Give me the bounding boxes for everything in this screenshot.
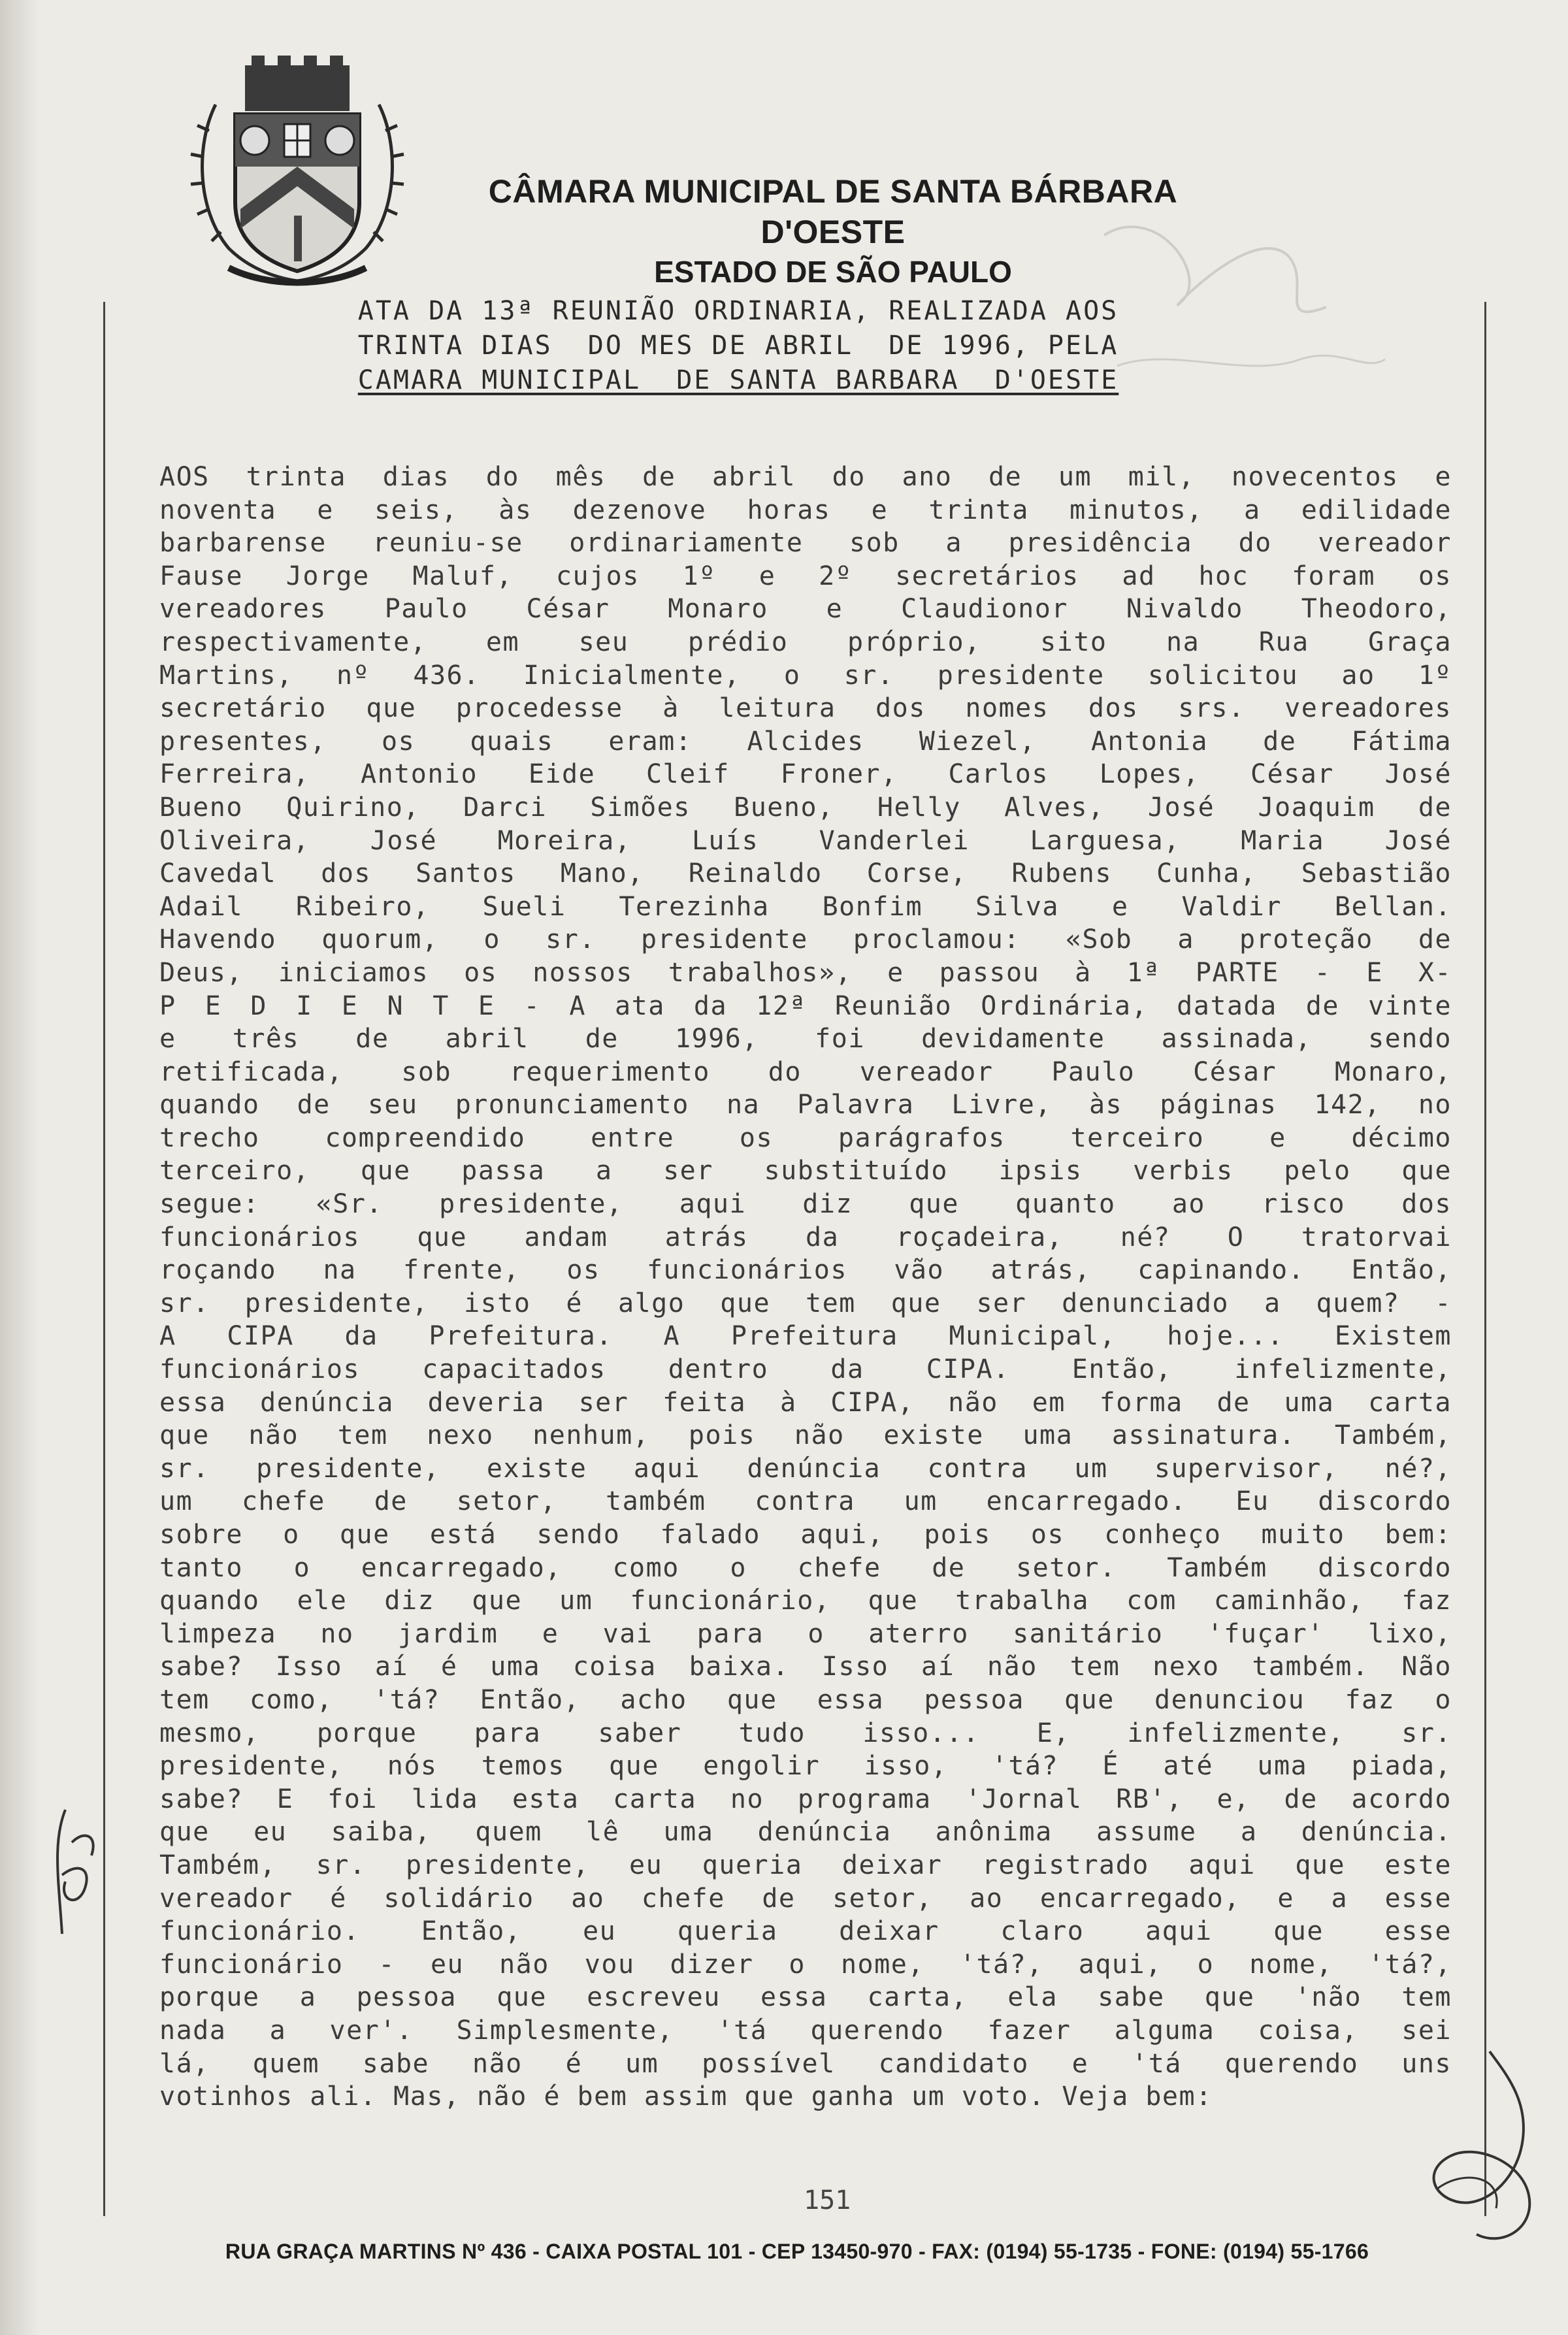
page-number: 151 <box>804 2185 851 2215</box>
body-line: um chefe de setor, também contra um encarregado. Eu discordo <box>159 1486 1452 1517</box>
body-line: respectivamente, em seu prédio próprio, sito na Rua Graça <box>159 627 1452 657</box>
body-line: sr. presidente, existe aqui denúncia contra um supervisor, né?, <box>159 1453 1452 1484</box>
body-line: e três de abril de 1996, foi devidamente assinada, sendo <box>159 1024 1452 1054</box>
body-line: mesmo, porque para saber tudo isso... E, infelizmente, sr. <box>159 1718 1452 1748</box>
body-line: que eu saiba, quem lê uma denúncia anônima assume a denúncia. <box>159 1817 1452 1848</box>
body-line: sabe? E foi lida esta carta no programa 'Jornal RB', e, de acordo <box>159 1784 1452 1814</box>
body-line: Cavedal dos Santos Mano, Reinaldo Corse, Rubens Cunha, Sebastião <box>159 858 1452 889</box>
letterhead <box>418 171 1248 291</box>
body-line: terceiro, que passa a ser substituído ipsis verbis pelo que <box>159 1156 1452 1186</box>
body-line: Havendo quorum, o sr. presidente proclamou: «Sob a proteção de <box>159 924 1452 955</box>
body-line: tem como, 'tá? Então, acho que essa pessoa que denunciou faz o <box>159 1684 1452 1715</box>
municipal-coat-of-arms <box>189 52 405 294</box>
body-line: lá, quem sabe não é um possível candidato e 'tá querendo uns <box>159 2048 1452 2079</box>
body-line: AOS trinta dias do mês de abril do ano de um mil, novecentos e <box>159 462 1452 492</box>
body-line: votinhos ali. Mas, não é bem assim que ganha um voto. Veja bem: <box>159 2082 1213 2112</box>
body-line: Oliveira, José Moreira, Luís Vanderlei Larguesa, Maria José <box>159 825 1452 856</box>
body-line: quando ele diz que um funcionário, que trabalha com caminhão, faz <box>159 1586 1452 1616</box>
body-line: vereador é solidário ao chefe de setor, ao encarregado, e a esse <box>159 1883 1452 1914</box>
body-line: quando de seu pronunciamento na Palavra Livre, às páginas 142, no <box>159 1090 1452 1120</box>
minutes-body <box>159 461 1452 2114</box>
body-line: barbarense reuniu-se ordinariamente sob a presidência do vereador <box>159 528 1452 559</box>
body-line: Fause Jorge Maluf, cujos 1º e 2º secretários ad hoc foram os <box>159 561 1452 591</box>
body-line: presentes, os quais eram: Alcides Wiezel, Antonia de Fátima <box>159 726 1452 757</box>
body-line: sabe? Isso aí é uma coisa baixa. Isso aí não tem nexo também. Não <box>159 1652 1452 1682</box>
body-line: que não tem nexo nenhum, pois não existe uma assinatura. Também, <box>159 1420 1452 1451</box>
body-line: funcionário. Então, eu queria deixar claro aqui que esse <box>159 1916 1452 1947</box>
body-line: tanto o encarregado, como o chefe de setor. Também discordo <box>159 1552 1452 1583</box>
body-line: nada a ver'. Simplesmente, 'tá querendo fazer alguma coisa, sei <box>159 2015 1452 2046</box>
body-line: retificada, sob requerimento do vereador Paulo César Monaro, <box>159 1056 1452 1087</box>
margin-initials-signature <box>46 1803 105 1960</box>
body-line: funcionário - eu não vou dizer o nome, 'tá?, aqui, o nome, 'tá?, <box>159 1949 1452 1980</box>
body-line: Martins, nº 436. Inicialmente, o sr. presidente solicitou ao 1º <box>159 660 1452 691</box>
state-name: ESTADO DE SÃO PAULO <box>654 255 1012 289</box>
body-line: funcionários capacitados dentro da CIPA. Então, infelizmente, <box>159 1354 1452 1385</box>
body-line: funcionários que andam atrás da roçadeira, né? O tratorvai <box>159 1222 1452 1252</box>
footer-address: RUA GRAÇA MARTINS Nº 436 - CAIXA POSTAL 101 - CEP 13450-970 - FAX: (0194) 55-1735 - FONE: (0194) 55-1766 <box>225 2240 1369 2263</box>
body-line: vereadores Paulo César Monaro e Claudionor Nivaldo Theodoro, <box>159 594 1452 625</box>
bottom-signature <box>1411 2038 1555 2254</box>
body-line: presidente, nós temos que engolir isso, 'tá? É até uma piada, <box>159 1751 1452 1782</box>
body-line: trecho compreendido entre os parágrafos terceiro e décimo <box>159 1122 1452 1153</box>
body-line: Ferreira, Antonio Eide Cleif Froner, Carlos Lopes, César José <box>159 759 1452 790</box>
page-edge-shadow <box>0 0 39 2335</box>
body-line: Deus, iniciamos os nossos trabalhos», e passou à 1ª PARTE - E X- <box>159 957 1452 988</box>
body-line: segue: «Sr. presidente, aqui diz que quanto ao risco dos <box>159 1189 1452 1220</box>
body-line: A CIPA da Prefeitura. A Prefeitura Municipal, hoje... Existem <box>159 1321 1452 1352</box>
institution-name: CÂMARA MUNICIPAL DE SANTA BÁRBARA D'OESTE <box>488 173 1178 250</box>
right-margin-rule <box>1484 302 1486 2216</box>
body-line: secretário que procedesse à leitura dos nomes dos srs. vereadores <box>159 693 1452 724</box>
title-line-2: TRINTA DIAS DO MES DE ABRIL DE 1996, PELA <box>357 331 1119 361</box>
minutes-title <box>216 294 1261 398</box>
body-line: limpeza no jardim e vai para o aterro sanitário 'fuçar' lixo, <box>159 1618 1452 1649</box>
title-line-3: CAMARA MUNICIPAL DE SANTA BARBARA D'OESTE <box>357 365 1119 395</box>
body-line: noventa e seis, às dezenove horas e trinta minutos, a edilidade <box>159 495 1452 525</box>
body-line: Bueno Quirino, Darci Simões Bueno, Helly Alves, José Joaquim de <box>159 792 1452 823</box>
body-line: essa denúncia deveria ser feita à CIPA, não em forma de uma carta <box>159 1387 1452 1418</box>
title-line-1: ATA DA 13ª REUNIÃO ORDINARIA, REALIZADA AOS <box>357 296 1119 326</box>
body-line: P E D I E N T E - A ata da 12ª Reunião Ordinária, datada de vinte <box>159 990 1452 1021</box>
body-line: sr. presidente, isto é algo que tem que ser denunciado a quem? - <box>159 1288 1452 1318</box>
body-line: roçando na frente, os funcionários vão atrás, capinando. Então, <box>159 1255 1452 1286</box>
body-line: Adail Ribeiro, Sueli Terezinha Bonfim Silva e Valdir Bellan. <box>159 891 1452 922</box>
body-line: porque a pessoa que escreveu essa carta, ela sabe que 'não tem <box>159 1982 1452 2013</box>
body-line: Também, sr. presidente, eu queria deixar registrado aqui que este <box>159 1850 1452 1880</box>
body-line: sobre o que está sendo falado aqui, pois os conheço muito bem: <box>159 1520 1452 1550</box>
